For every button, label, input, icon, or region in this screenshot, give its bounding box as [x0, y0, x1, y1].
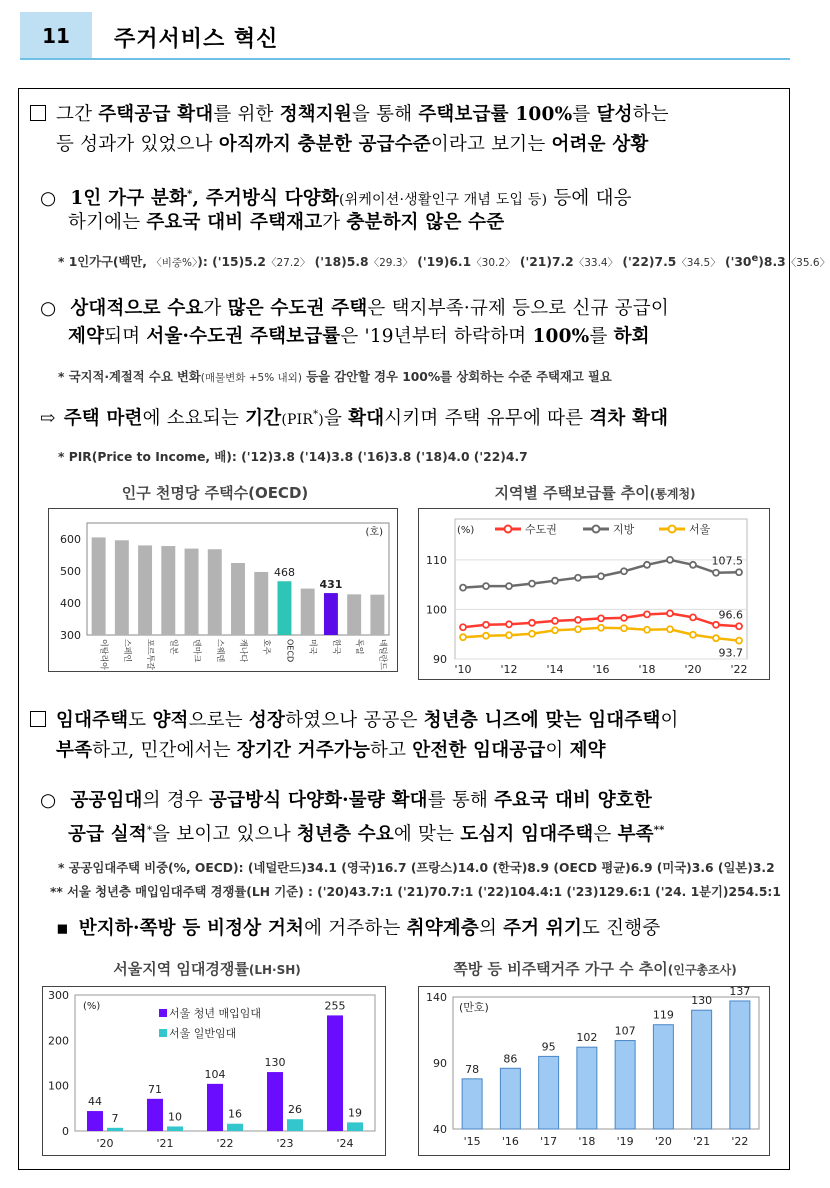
- small-square-bullet-icon: ▪: [56, 918, 69, 939]
- chart3-legend-swatch: [159, 1009, 167, 1017]
- chart4-data-label: 130: [691, 994, 713, 1008]
- chart1-bar: [92, 537, 106, 635]
- chart2-point: [552, 578, 558, 584]
- chart4-bar: [577, 1047, 597, 1129]
- chart1-xtick: 미국: [308, 639, 318, 655]
- chart4-data-label: 78: [465, 1062, 480, 1076]
- chart3-xtick: '22: [216, 1137, 234, 1150]
- chart2-point: [483, 633, 489, 639]
- circle-bullet-icon: ○: [40, 298, 57, 319]
- chart1-box: [48, 508, 398, 672]
- chart1-bar: [370, 595, 384, 635]
- bullet-4-line-2: 공급 실적*을 보이고 있으나 청년층 수요에 맞는 도심지 임대주택은 부족**: [68, 824, 665, 846]
- chart3-data-label: 71: [148, 1082, 162, 1096]
- chart4-ytick: 90: [433, 1057, 447, 1070]
- chart4-xtick: '21: [693, 1135, 711, 1148]
- chart1-bar: [254, 572, 268, 635]
- chart4-ytick: 140: [426, 991, 447, 1004]
- circle-bullet-icon: ○: [40, 188, 57, 210]
- chart4-xtick: '16: [501, 1135, 519, 1148]
- chart4-data-label: 137: [729, 984, 751, 998]
- chart4-xtick: '20: [654, 1135, 672, 1148]
- chart1-xtick: 캐나다: [239, 639, 248, 663]
- chart3-legend-swatch: [159, 1029, 167, 1037]
- chart2-title: 지역별 주택보급률 추이(통계청): [494, 484, 696, 502]
- chart2-point: [483, 622, 489, 628]
- chart1-svg: [49, 509, 397, 671]
- chart1-xtick: 이탈리아: [99, 639, 109, 670]
- chart2-point: [621, 625, 627, 631]
- chart1-bar: [161, 546, 175, 635]
- chart2-point: [483, 583, 489, 589]
- chart2-end-label: 96.6: [718, 608, 743, 622]
- chart2-point: [713, 622, 719, 628]
- chart1-xtick: 한국: [331, 639, 341, 655]
- paragraph-1-line-2: 등 성과가 있었으나 아직까지 충분한 공급수준이라고 보기는 어려운 상황: [56, 134, 649, 155]
- chart2-point: [736, 638, 742, 644]
- chart3-ytick: 300: [48, 989, 69, 1002]
- chart3-title: 서울지역 임대경쟁률(LH·SH): [113, 960, 301, 978]
- chart1-data-label: 468: [273, 566, 295, 580]
- chart2-point: [529, 631, 535, 637]
- chart4-data-label: 107: [614, 1024, 636, 1038]
- paragraph-2-line-2: 부족하고, 민간에서는 장기간 거주가능하고 안전한 임대공급이 제약: [56, 740, 606, 761]
- chart3-ytick: 100: [48, 1079, 69, 1093]
- note-public-rental-share: * 공공임대주택 비중(%, OECD): (네덜란드)34.1 (영국)16.7 (프랑스)14.0 (한국)8.9 (OECD 평균)6.9 (미국)3.6 (일본)3.2: [58, 861, 775, 875]
- chart3-ytick: 200: [48, 1034, 69, 1048]
- chart4-bar: [462, 1079, 482, 1129]
- chart3-data-label: 26: [288, 1103, 302, 1117]
- chart2-point: [460, 585, 466, 591]
- bullet-3-line: ⇨ 주택 마련에 소요되는 기간(PIR*)을 확대시키며 주택 유무에 따른 격차 확대: [40, 408, 669, 430]
- paragraph-1-line-1: 그간 주택공급 확대를 위한 정책지원을 통해 주택보급률 100%를 달성하는: [30, 98, 669, 132]
- chart2-point: [460, 624, 466, 630]
- chart4-bar: [615, 1041, 635, 1129]
- chart1-bar: [347, 594, 361, 635]
- chart1-bar: [115, 540, 129, 635]
- chart3-legend-label: 서울 청년 매입임대: [169, 1007, 262, 1020]
- chart3-xtick: '21: [156, 1137, 174, 1150]
- chart2-legend-marker: [505, 526, 512, 533]
- chart2-point: [667, 626, 673, 632]
- chart2-point: [690, 562, 696, 568]
- chart4-data-label: 119: [652, 1008, 674, 1022]
- arrow-right-icon: ⇨: [40, 408, 56, 430]
- chart2-legend-label: 지방: [613, 523, 635, 536]
- chart3-bar: [287, 1119, 303, 1131]
- chart2-point: [575, 575, 581, 581]
- bullet-2-line-1: ○ 상대적으로 수요가 많은 수도권 주택은 택지부족·규제 등으로 신규 공급이: [40, 298, 669, 319]
- chart1-ytick: 300: [60, 629, 81, 642]
- chart2-point: [575, 626, 581, 632]
- chart1-xtick: 포르투갈: [146, 639, 156, 670]
- section-header: [20, 12, 790, 60]
- chart2-xtick: '20: [684, 663, 702, 676]
- chart2-point: [644, 562, 650, 568]
- chart1-xtick: OECD: [285, 639, 295, 663]
- chart1-bar: [231, 563, 245, 635]
- chart3-bar: [327, 1015, 343, 1131]
- circle-bullet-icon: ○: [40, 790, 57, 811]
- chart1-ytick: 500: [60, 565, 81, 578]
- chart2-point: [460, 634, 466, 640]
- chart2-point: [575, 617, 581, 623]
- bullet-2-line-2: 제약되며 서울·수도권 주택보급률은 '19년부터 하락하며 100%를 하회: [68, 326, 650, 347]
- chart4-xtick: '17: [540, 1135, 558, 1148]
- chart3-box: [42, 986, 386, 1156]
- chart2-xtick: '18: [638, 663, 656, 676]
- chart2-xtick: '16: [592, 663, 610, 676]
- chart2-point: [713, 635, 719, 641]
- chart1-xtick: 네덜란드: [378, 639, 388, 670]
- chart2-point: [506, 632, 512, 638]
- chart3-unit: (%): [83, 1001, 101, 1012]
- note-pir: * PIR(Price to Income, 배): ('12)3.8 ('14)3.8 ('16)3.8 ('18)4.0 ('22)4.7: [58, 450, 528, 464]
- chart4-xtick: '22: [731, 1135, 749, 1148]
- chart4-svg: [419, 984, 769, 1155]
- chart2-point: [690, 632, 696, 638]
- chart2-xtick: '14: [546, 663, 564, 676]
- bullet-1-line-2: 하기에는 주요국 대비 주택재고가 충분하지 않은 수준: [68, 212, 505, 233]
- chart3-bar: [227, 1124, 243, 1131]
- chart1-xtick: 독일: [355, 639, 365, 655]
- note-demand-change: * 국지적·계절적 수요 변화(매물변화 +5% 내외) 등을 감안할 경우 100%를 상회하는 수준 주택재고 필요: [58, 370, 612, 384]
- chart3-bar: [87, 1111, 103, 1131]
- chart2-point: [552, 627, 558, 633]
- chart1-bar: [138, 545, 152, 635]
- chart2-point: [529, 581, 535, 587]
- chart2-legend-label: 수도권: [525, 523, 557, 536]
- chart3-data-label: 255: [324, 999, 346, 1013]
- paragraph-2-line-1: 임대주택도 양적으로는 성장하였으나 공공은 청년층 니즈에 맞는 임대주택이: [30, 704, 679, 738]
- chart3-xtick: '23: [276, 1137, 294, 1150]
- chart3-svg: [43, 987, 385, 1155]
- chart2-point: [667, 610, 673, 616]
- chart2-point: [644, 611, 650, 617]
- chart2-point: [552, 618, 558, 624]
- chart2-point: [529, 620, 535, 626]
- chart1-bar: [301, 589, 315, 635]
- chart4-bar: [500, 1068, 520, 1129]
- chart2-xtick: '12: [500, 663, 518, 676]
- chart4-box: [418, 986, 770, 1156]
- chart3-xtick: '24: [336, 1137, 354, 1150]
- chart1-xtick: 일본: [169, 639, 179, 655]
- chart4-plot-frame: [453, 997, 759, 1129]
- chart4-bar: [539, 1056, 559, 1129]
- chart2-point: [736, 623, 742, 629]
- chart3-bar: [347, 1122, 363, 1131]
- chart3-data-label: 19: [348, 1106, 362, 1120]
- chart1-bar: [185, 549, 199, 635]
- chart4-ytick: 40: [433, 1123, 447, 1136]
- chart1-xtick: 스페인: [122, 639, 132, 663]
- chart2-ytick: 110: [426, 553, 447, 567]
- chart4-data-label: 86: [503, 1052, 518, 1066]
- chart1-ytick: 400: [60, 597, 81, 610]
- chart2-point: [736, 569, 742, 575]
- chart2-point: [598, 615, 604, 621]
- chart3-data-label: 130: [264, 1056, 286, 1070]
- note-youth-competition: ** 서울 청년층 매입임대주택 경쟁률(LH 기준) : ('20)43.7:1 ('21)70.7:1 ('22)104.4:1 ('23)129.6:1 ('24. 1분기)254.5:1: [50, 885, 781, 899]
- chart3-legend-label: 서울 일반임대: [169, 1027, 237, 1040]
- chart3-bar: [107, 1128, 123, 1131]
- chart4-bar: [730, 1001, 750, 1129]
- chart2-ytick: 100: [426, 603, 447, 617]
- chart2-point: [690, 614, 696, 620]
- chart2-xtick: '10: [454, 663, 472, 676]
- chart2-plot-frame: [455, 519, 747, 659]
- chart4-title: 쪽방 등 비주택거주 가구 수 추이(인구총조사): [453, 960, 737, 978]
- header-rule: [20, 58, 790, 60]
- chart1-bar: [277, 581, 291, 635]
- chart3-data-label: 10: [168, 1110, 182, 1124]
- chart3-bar: [147, 1099, 163, 1131]
- chart1-bar: [208, 549, 222, 635]
- bullet-5-line: ▪ 반지하·쪽방 등 비정상 거처에 거주하는 취약계층의 주거 위기도 진행중: [56, 918, 661, 939]
- chart2-point: [667, 557, 673, 563]
- chart3-bar: [167, 1126, 183, 1131]
- chart1-xtick: 스웨덴: [215, 639, 225, 663]
- chart1-data-label: 431: [319, 578, 343, 592]
- chart4-bar: [692, 1010, 712, 1129]
- chart1-xtick: 덴마크: [192, 639, 202, 663]
- chart1-title: 인구 천명당 주택수(OECD): [121, 484, 309, 502]
- chart2-point: [506, 621, 512, 627]
- chart4-bar: [653, 1025, 673, 1129]
- bullet-4-line-1: ○ 공공임대의 경우 공급방식 다양화·물량 확대를 통해 주요국 대비 양호한: [40, 790, 652, 811]
- chart2-point: [598, 573, 604, 579]
- chart2-end-label: 107.5: [711, 554, 743, 568]
- chart4-xtick: '15: [463, 1135, 481, 1148]
- square-bullet-icon: [30, 711, 46, 727]
- chart2-point: [713, 570, 719, 576]
- chart2-svg: [419, 509, 769, 679]
- section-number: 11: [20, 12, 92, 60]
- chart2-box: [418, 508, 770, 680]
- chart2-point: [621, 568, 627, 574]
- chart3-data-label: 7: [111, 1111, 119, 1125]
- chart3-ytick: 0: [62, 1125, 69, 1138]
- chart2-unit: (%): [457, 525, 475, 536]
- chart2-point: [644, 627, 650, 633]
- chart4-data-label: 95: [541, 1040, 556, 1054]
- chart2-ytick: 90: [433, 653, 447, 666]
- chart3-bar: [207, 1084, 223, 1131]
- chart1-unit: (호): [365, 527, 383, 538]
- chart2-legend-label: 서울: [689, 523, 711, 536]
- chart3-xtick: '20: [96, 1137, 114, 1150]
- chart3-data-label: 44: [88, 1095, 102, 1109]
- chart4-xtick: '19: [616, 1135, 634, 1148]
- note-single-households: * 1인가구(백만, 〈비중%〉): ('15)5.2〈27.2〉 ('18)5.8〈29.3〉 ('19)6.1〈30.2〉 ('21)7.2〈33.4〉 ('22)7.5〈34.5〉 ('30e)8.3〈35.6〉: [58, 252, 830, 269]
- square-bullet-icon: [30, 105, 46, 121]
- chart2-point: [621, 615, 627, 621]
- chart4-unit: (만호): [459, 1001, 489, 1014]
- chart2-end-label: 93.7: [718, 646, 743, 660]
- chart2-legend-marker: [669, 526, 676, 533]
- chart1-ytick: 600: [60, 533, 81, 546]
- chart4-xtick: '18: [578, 1135, 596, 1148]
- section-title: 주거서비스 혁신: [114, 27, 279, 52]
- chart2-point: [506, 583, 512, 589]
- chart2-point: [598, 625, 604, 631]
- chart1-bar: [324, 593, 338, 635]
- chart1-xtick: 호주: [262, 639, 272, 655]
- chart2-xtick: '22: [730, 663, 748, 676]
- chart3-bar: [267, 1072, 283, 1131]
- chart3-data-label: 104: [204, 1067, 226, 1081]
- chart3-data-label: 16: [228, 1107, 242, 1121]
- chart4-data-label: 102: [576, 1031, 598, 1045]
- chart2-legend-marker: [593, 526, 600, 533]
- bullet-1-line-1: ○ 1인 가구 분화*, 주거방식 다양화(위케이션·생활인구 개념 도입 등) 등에 대응: [40, 188, 632, 210]
